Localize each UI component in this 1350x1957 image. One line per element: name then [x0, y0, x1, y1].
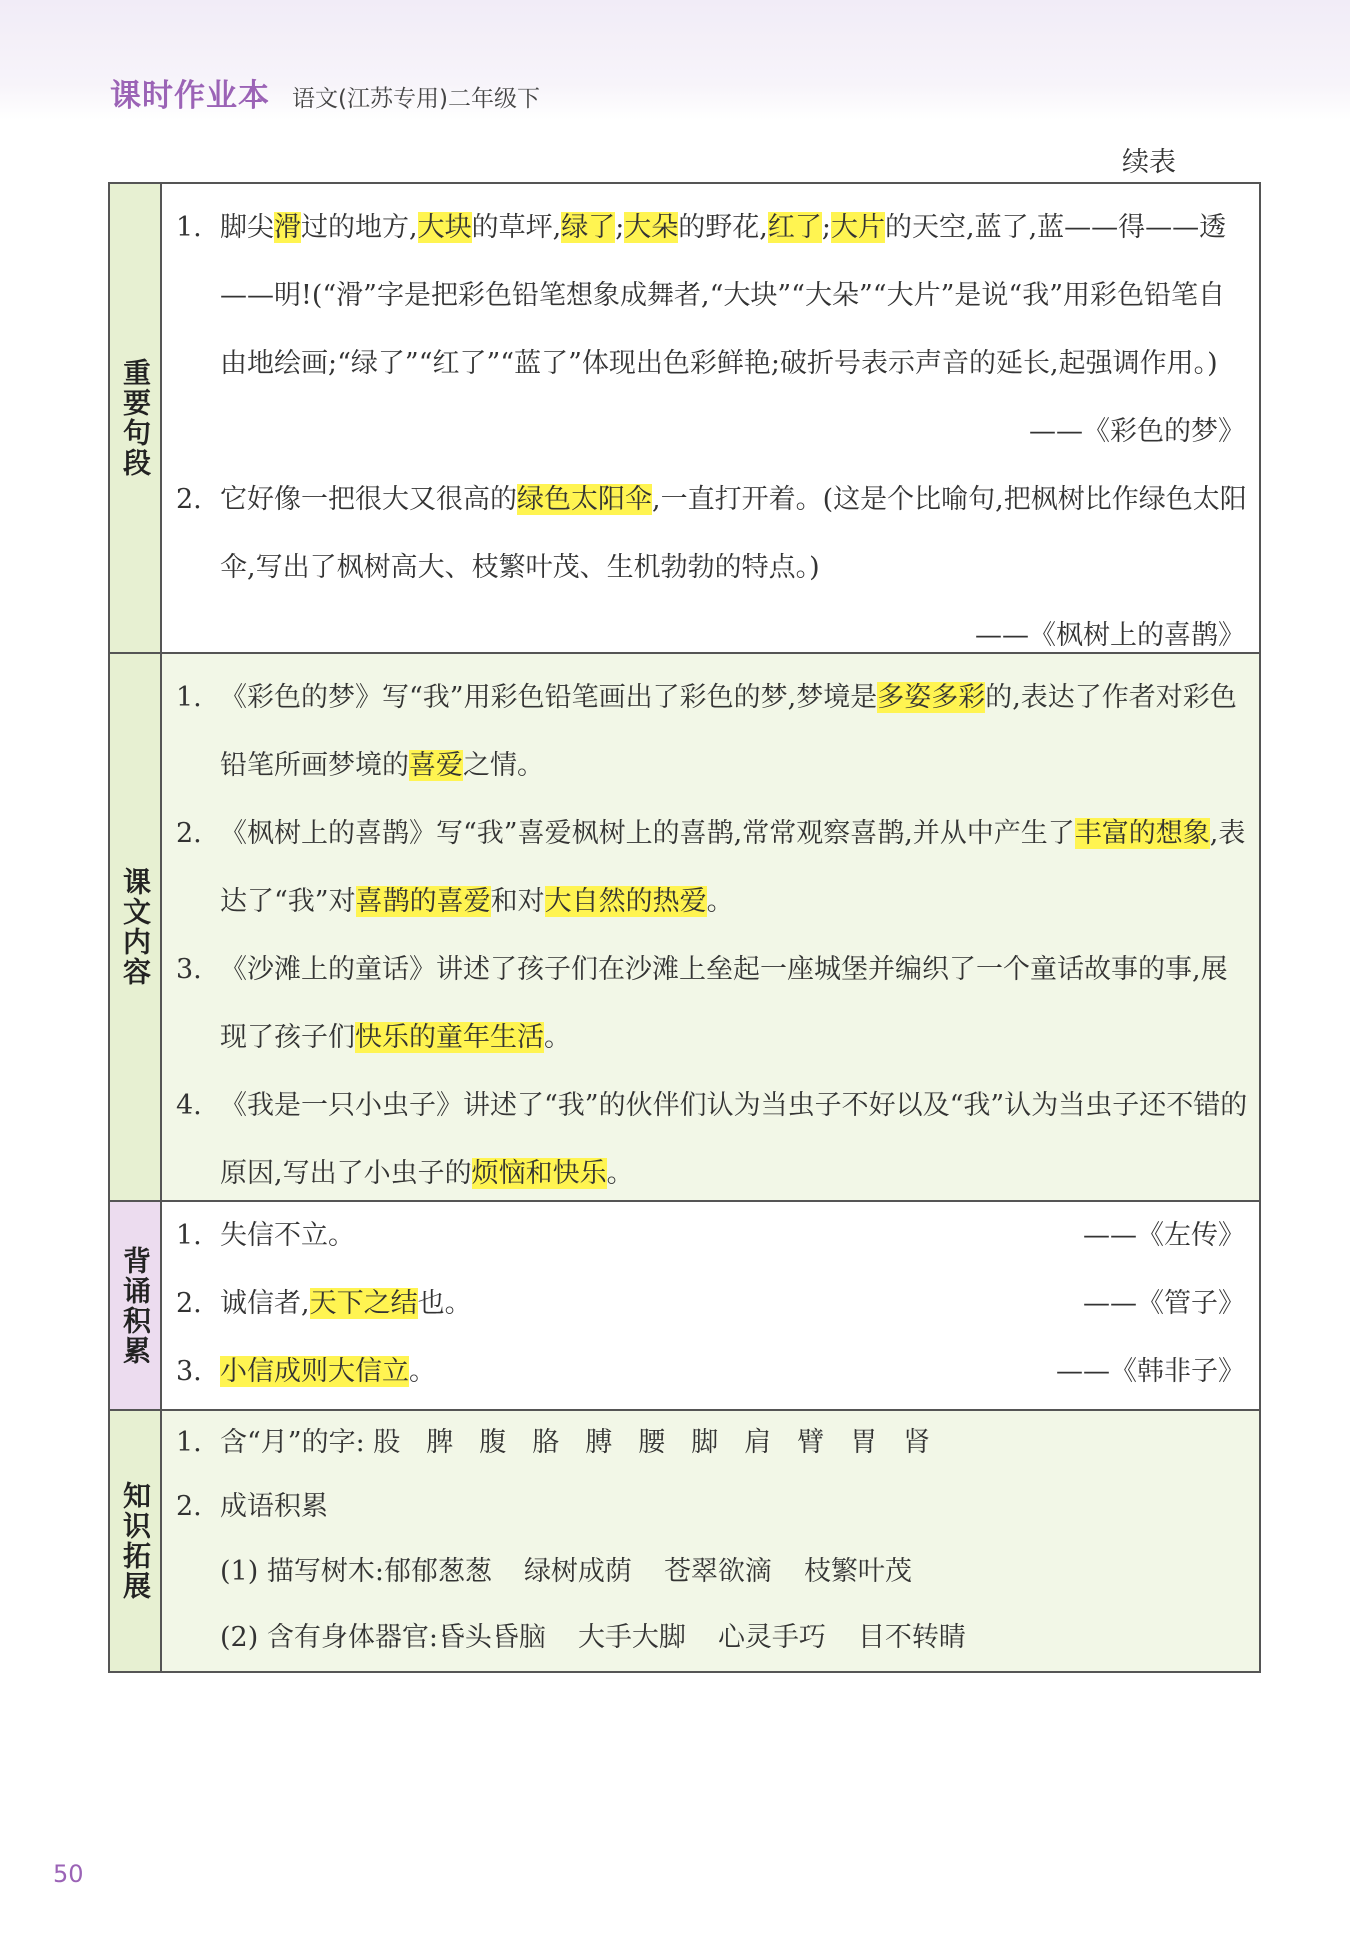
item-number: 1.: [176, 1220, 202, 1251]
char-item: 腹: [479, 1427, 507, 1458]
list-item: [176, 1338, 1249, 1406]
sub-item: [176, 1605, 1249, 1671]
highlight-run: 天下之结: [309, 1288, 418, 1319]
item-text: 成语积累: [220, 1491, 328, 1522]
idiom: 绿树成荫: [523, 1556, 632, 1587]
text-run: ,表达了“我”对: [220, 818, 1246, 917]
item-text: [220, 800, 1249, 936]
text-run: 。: [606, 1158, 634, 1189]
text-run: 。: [544, 1022, 571, 1053]
section-label: 重要句段: [119, 358, 152, 478]
text-run: 含“月”的字:: [220, 1427, 365, 1458]
char-item: 腰: [638, 1427, 666, 1458]
item-number: 2.: [176, 818, 202, 849]
highlight-run: 喜爱: [409, 750, 463, 781]
highlight-run: 大片: [831, 212, 885, 243]
text-run: 和对: [490, 886, 545, 917]
item-text: [220, 1411, 1249, 1475]
source-citation: ——《左传》: [1083, 1220, 1245, 1251]
item-text: [220, 466, 1249, 602]
highlight-run: 滑: [274, 212, 301, 243]
char-item: 脚: [691, 1427, 719, 1458]
text-run: 的天空,蓝了,蓝——得——透——明!(“滑”字是把彩色铅笔想象成舞者,“大块”“大朵”“大片”是说“我”用彩色铅笔自由地绘画;“绿了”“红了”“蓝了”体现出色彩鲜艳;破折号表示声音的延长,起强调作用。): [220, 212, 1227, 379]
idiom-list: [438, 1605, 998, 1671]
item-number: 2.: [176, 1288, 202, 1319]
text-run: 《沙滩上的童话》讲述了孩子们在沙滩上垒起一座城堡并编织了一个童话故事的事,展现了孩子们: [220, 954, 1228, 1053]
item-number: 1.: [176, 212, 202, 243]
text-run: 《彩色的梦》写“我”用彩色铅笔画出了彩色的梦,梦境是: [220, 682, 878, 713]
text-run: 《枫树上的喜鹊》写“我”喜爱枫树上的喜鹊,常常观察喜鹊,并从中产生了: [220, 818, 1075, 849]
highlight-run: 快乐的童年生活: [355, 1022, 544, 1053]
idiom: 大手大脚: [577, 1622, 686, 1653]
text-run: 过的地方,: [301, 212, 418, 243]
item-number: 3.: [176, 1356, 202, 1387]
text-run: 的,表达了作者对彩色铅笔所画梦境的: [220, 682, 1237, 781]
char-item: 股: [373, 1427, 401, 1458]
char-item: 膊: [585, 1427, 613, 1458]
section-body: [162, 1202, 1259, 1409]
source-citation: ——《管子》: [1083, 1288, 1245, 1319]
highlight-run: 红了: [767, 212, 822, 243]
text-run: 《我是一只小虫子》讲述了“我”的伙伴们认为当虫子不好以及“我”认为当虫子还不错的原因,写出了小虫子的: [220, 1090, 1248, 1189]
highlight-run: 丰富的想象: [1074, 818, 1210, 849]
section-key-sentences: [110, 184, 1259, 654]
text-run: 脚尖: [220, 212, 274, 243]
section-label-cell: [110, 1202, 162, 1409]
section-label: 知识拓展: [119, 1481, 152, 1601]
text-run: ,一直打开着。(这是个比喻句,把枫树比作绿色太阳伞,写出了枫树高大、枝繁叶茂、生机勃勃的特点。): [220, 484, 1247, 583]
text-run: ;: [615, 212, 625, 243]
char-list: [373, 1427, 956, 1458]
summary-table: [108, 182, 1261, 1673]
char-item: 胃: [850, 1427, 878, 1458]
section-label-cell: [110, 654, 162, 1200]
item-number: 1.: [176, 1427, 202, 1458]
item-number: 1.: [176, 682, 202, 713]
sub-item-prefix: (1) 描写树木:: [220, 1556, 384, 1587]
text-run: 失信不立。: [220, 1220, 355, 1251]
list-item: [176, 1475, 1249, 1539]
idiom: 郁郁葱葱: [383, 1556, 492, 1587]
section-label-cell: [110, 184, 162, 652]
section-label-cell: [110, 1411, 162, 1671]
item-text: [220, 1202, 1083, 1270]
source-citation: ——《韩非子》: [1056, 1356, 1245, 1387]
char-item: 胳: [532, 1427, 560, 1458]
text-run: 的野花,: [678, 212, 768, 243]
item-text: [220, 1338, 1056, 1406]
item-number: 2.: [176, 1491, 202, 1522]
section-recitation: [110, 1202, 1259, 1411]
source-citation: ——《彩色的梦》: [1029, 416, 1245, 447]
idiom: 心灵手巧: [717, 1622, 826, 1653]
idiom: 苍翠欲滴: [663, 1556, 772, 1587]
text-run: 它好像一把很大又很高的: [220, 484, 517, 515]
item-text: [220, 664, 1249, 800]
idiom: 目不转睛: [857, 1622, 966, 1653]
char-item: 脾: [426, 1427, 454, 1458]
list-item: [176, 1072, 1249, 1208]
section-body: [162, 654, 1259, 1200]
text-run: 诚信者,: [220, 1288, 310, 1319]
item-text: [220, 936, 1249, 1072]
text-run: 也。: [417, 1288, 472, 1319]
section-body: [162, 184, 1259, 652]
list-item: [176, 1202, 1249, 1270]
section-body: [162, 1411, 1259, 1671]
idiom: 昏头昏脑: [437, 1622, 546, 1653]
section-knowledge: [110, 1411, 1259, 1671]
item-number: 2.: [176, 484, 202, 515]
char-item: 臂: [797, 1427, 825, 1458]
book-subject: 语文(江苏专用)二年级下: [292, 86, 540, 112]
page-number: 50: [53, 1860, 84, 1888]
page-header: [110, 70, 540, 115]
list-item: [176, 1270, 1249, 1338]
highlight-run: 大朵: [624, 212, 679, 243]
idiom: 枝繁叶茂: [803, 1556, 912, 1587]
sub-item: [176, 1539, 1249, 1605]
item-number: 3.: [176, 954, 202, 985]
list-item: [176, 664, 1249, 800]
sub-item-prefix: (2) 含有身体器官:: [220, 1622, 438, 1653]
section-label: 课文内容: [119, 867, 152, 987]
list-item: [176, 800, 1249, 936]
section-text-content: [110, 654, 1259, 1202]
list-item: [176, 936, 1249, 1072]
highlight-run: 绿了: [561, 212, 616, 243]
book-brand: 课时作业本: [110, 78, 270, 114]
continued-label: 续表: [1122, 147, 1176, 178]
highlight-run: 大块: [417, 212, 472, 243]
highlight-run: 喜鹊的喜爱: [355, 886, 491, 917]
highlight-run: 烦恼和快乐: [471, 1158, 607, 1189]
list-item: [176, 194, 1249, 398]
highlight-run: 小信成则大信立: [220, 1356, 409, 1387]
highlight-run: 大自然的热爱: [544, 886, 707, 917]
text-run: ;: [821, 212, 831, 243]
char-item: 肩: [744, 1427, 772, 1458]
item-text: [220, 1270, 1083, 1338]
section-label: 背诵积累: [119, 1245, 152, 1366]
highlight-run: 绿色太阳伞: [517, 484, 652, 515]
highlight-run: 多姿多彩: [877, 682, 986, 713]
text-run: 。: [706, 886, 734, 917]
list-item: [176, 466, 1249, 602]
list-item: [176, 1411, 1249, 1475]
text-run: 之情。: [463, 750, 544, 781]
char-item: 肾: [903, 1427, 931, 1458]
source-citation: ——《枫树上的喜鹊》: [975, 620, 1245, 651]
item-number: 4.: [176, 1090, 202, 1121]
item-text: [220, 194, 1249, 398]
item-text: [220, 1072, 1249, 1208]
idiom-list: [384, 1539, 944, 1605]
text-run: 的草坪,: [471, 212, 562, 243]
text-run: 。: [409, 1356, 436, 1387]
